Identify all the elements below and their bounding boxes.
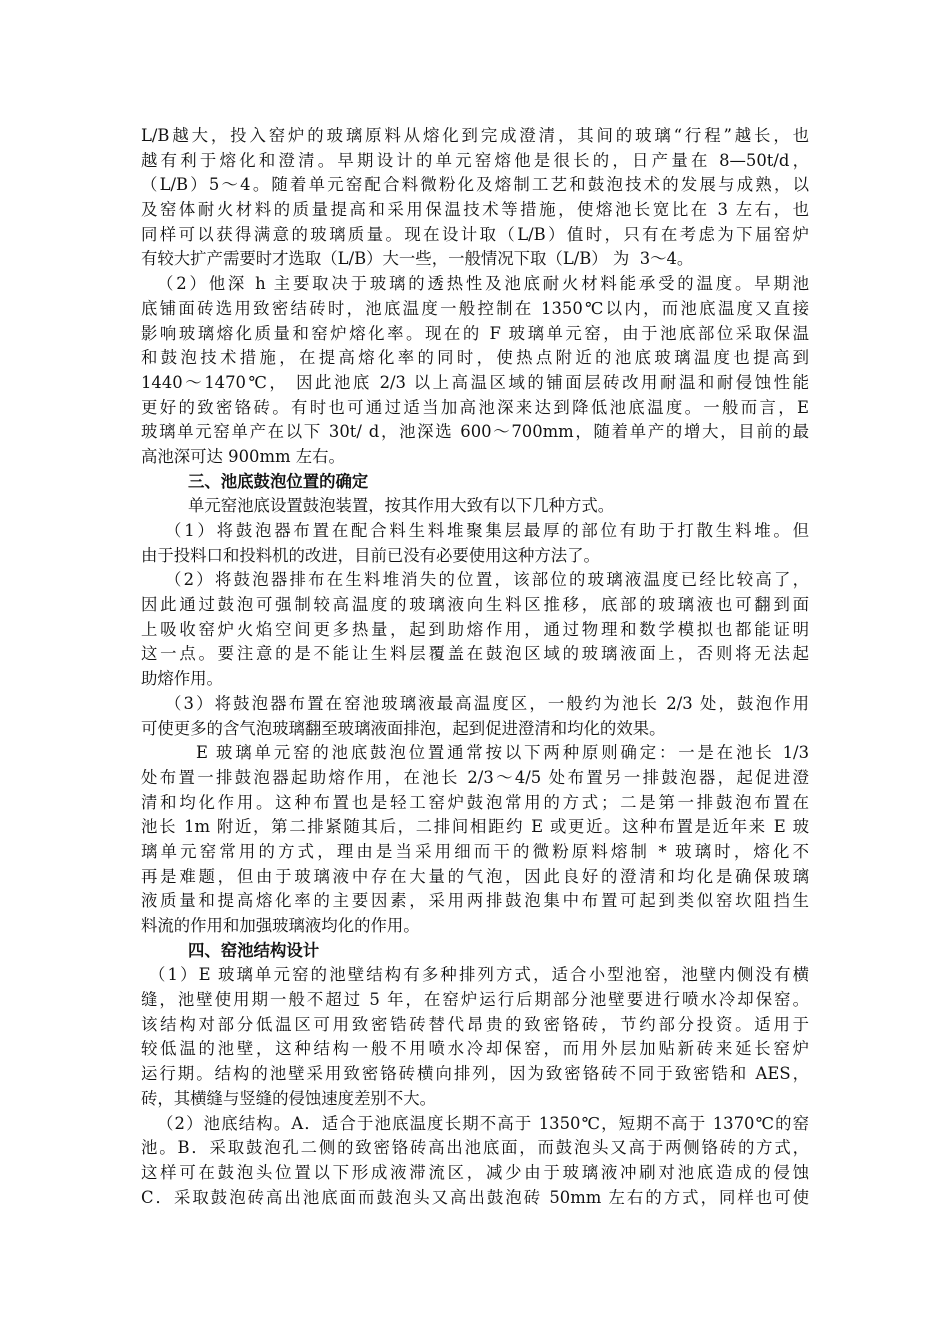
section-heading: 四、窑池结构设计 — [188, 940, 320, 960]
text-line: 可使更多的含气泡玻璃翻至玻璃液面排泡，起到促进澄清和均化的效果。 — [141, 718, 666, 738]
text-line: 由于投料口和投料机的改进，目前已没有必要使用这种方法了。 — [141, 545, 600, 565]
text-line: 底铺面砖选用致密结砖时，池底温度一般控制在 1350℃以内，而池底温度又直接 — [141, 298, 809, 318]
text-line: 砖，其横缝与竖缝的侵蚀速度差别不大。 — [141, 1088, 437, 1108]
text-line: 料流的作用和加强玻璃液均化的作用。 — [141, 916, 420, 935]
text-line: 再是难题，但由于玻璃液中存在大量的气泡，因此良好的澄清和均化是确保玻璃 — [141, 866, 809, 886]
text-line: 这一点。要注意的是不能让生料层覆盖在鼓泡区域的玻璃液面上，否则将无法起 — [141, 644, 809, 664]
text-line: 池长 1m 附近，第二排紧随其后，二排间相距约 E 或更近。这种布置是近年来 E 玻 — [141, 817, 809, 837]
text-line: 影响玻璃熔化质量和窑炉熔化率。现在的 F 玻璃单元窑，由于池底部位采取保温 — [141, 323, 809, 343]
text-line: 玻璃单元窑单产在以下 30t/ d，池深选 600～700mm，随着单产的增大，目前的最 — [141, 422, 809, 442]
text-line: 和鼓泡技术措施，在提高熔化率的同时，使热点附近的池底玻璃温度也提高到 — [141, 348, 809, 368]
text-line: 有较大扩产需要时才选取（L/B）大一些，一般情况下取（L/B） 为 3～4。 — [141, 249, 694, 269]
text-line: 缝，池壁使用期一般不超过 5 年，在窑炉运行后期部分池壁要进行喷水冷却保窑。 — [141, 990, 809, 1010]
text-line: （3）将鼓泡器布置在窑池玻璃液最高温度区，一般约为池长 2/3 处，鼓泡作用 — [165, 693, 809, 713]
text-line: 助熔作用。 — [141, 669, 223, 689]
text-line: 1440～1470℃， 因此池底 2/3 以上高温区域的铺面层砖改用耐温和耐侵蚀性能 — [141, 372, 809, 392]
text-line: 液质量和提高熔化率的主要因素，采用两排鼓泡集中布置可起到类似窑坎阻挡生 — [141, 891, 809, 911]
text-line: C．采取鼓泡砖高出池底面而鼓泡头又高出鼓泡砖 50mm 左右的方式，同样也可使 — [141, 1187, 809, 1207]
document-page — [141, 124, 809, 1210]
text-line: 单元窑池底设置鼓泡装置，按其作用大致有以下几种方式。 — [188, 496, 615, 516]
text-line: （L/B）5～4。随着单元窑配合料微粉化及熔制工艺和鼓泡技术的发展与成熟，以 — [141, 175, 809, 195]
text-line: 璃单元窑常用的方式，理由是当采用细而干的微粉原料熔制 * 玻璃时，熔化不 — [141, 841, 809, 861]
text-line: 这样可在鼓泡头位置以下形成液滞流区，减少由于玻璃液冲刷对池底造成的侵蚀 — [141, 1162, 809, 1182]
text-line: 清和均化作用。这种布置也是轻工窑炉鼓泡常用的方式；二是第一排鼓泡布置在 — [141, 792, 809, 812]
text-line: E 玻璃单元窑的池底鼓泡位置通常按以下两种原则确定：一是在池长 1/3 — [196, 743, 809, 763]
text-line: L/B越大，投入窑炉的玻璃原料从熔化到完成澄清，其间的玻璃“行程”越长，也 — [141, 126, 809, 145]
text-line: 该结构对部分低温区可用致密锆砖替代昂贵的致密铬砖，节约部分投资。适用于 — [141, 1014, 809, 1034]
text-line: 及窑体耐火材料的质量提高和采用保温技术等措施，使熔池长宽比在 3 左右，也 — [141, 200, 809, 220]
text-line: 更好的致密铬砖。有时也可通过适当加高池深来达到降低池底温度。一般而言，E — [141, 397, 809, 417]
text-line: 运行期。结构的池壁采用致密铬砖横向排列，因为致密铬砖不同于致密锆和 AES， — [141, 1064, 809, 1084]
text-line: 处布置一排鼓泡器起助熔作用，在池长 2/3～4/5 处布置另一排鼓泡器，起促进澄 — [141, 767, 809, 787]
text-line: （1）E 玻璃单元窑的池壁结构有多种排列方式，适合小型池窑，池壁内侧没有横 — [149, 965, 809, 985]
text-line: 越有利于熔化和澄清。早期设计的单元窑熔他是很长的，日产量在 8—50t/d， — [141, 150, 809, 170]
text-line: （2）他深 h 主要取决于玻璃的透热性及池底耐火材料能承受的温度。早期池 — [157, 274, 809, 294]
text-line: （2）将鼓泡器排布在生料堆消失的位置，该部位的玻璃液温度已经比较高了， — [165, 570, 809, 590]
text-line: 上吸收窑炉火焰空间更多热量，起到助熔作用，通过物理和数学模拟也都能证明 — [141, 619, 809, 639]
text-line: 高池深可达 900mm 左右。 — [141, 446, 345, 466]
text-line: 较低温的池壁，这种结构一般不用喷水冷却保窑，而用外层加贴新砖来延长窑炉 — [141, 1039, 809, 1059]
section-heading: 三、池底鼓泡位置的确定 — [188, 471, 369, 491]
text-line: 同样可以获得满意的玻璃质量。现在设计取（L/B）值时，只有在考虑为下届窑炉 — [141, 224, 809, 244]
text-line: 因此通过鼓泡可强制较高温度的玻璃液向生料区推移，底部的玻璃液也可翻到面 — [141, 595, 809, 615]
text-line: 池。B．采取鼓泡孔二侧的致密铬砖高出池底面，而鼓泡头又高于两侧铬砖的方式， — [141, 1138, 809, 1158]
text-line: （1）将鼓泡器布置在配合料生料堆聚集层最厚的部位有助于打散生料堆。但 — [165, 521, 809, 540]
text-line: （2）池底结构。A．适合于池底温度长期不高于 1350℃，短期不高于 1370℃的窑 — [157, 1113, 809, 1133]
